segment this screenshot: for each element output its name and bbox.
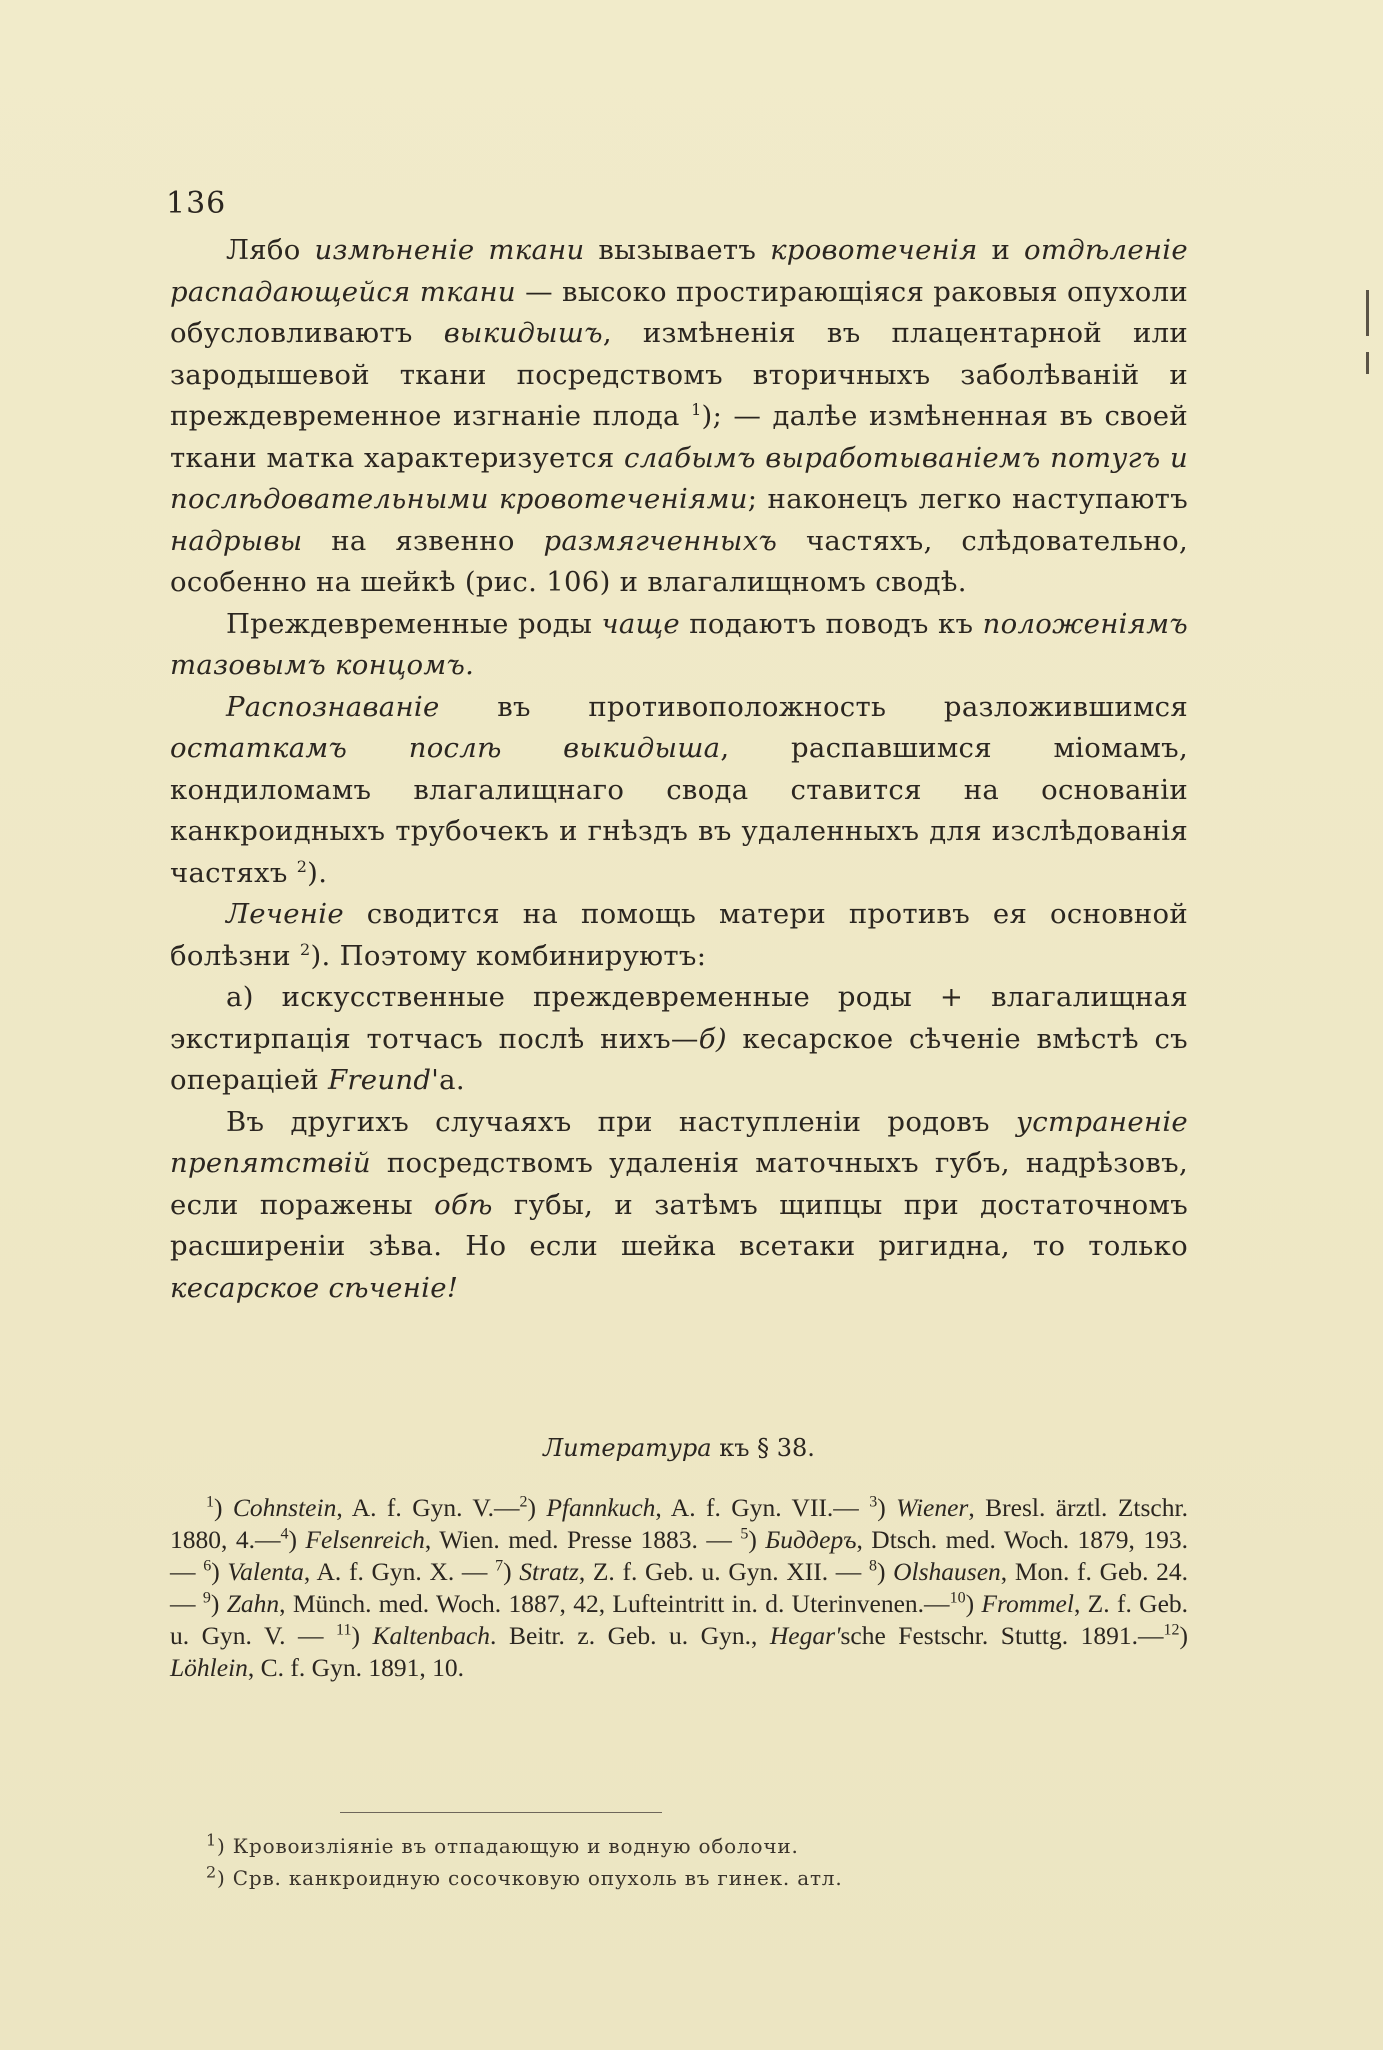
footnote-ref: 1 (691, 399, 702, 419)
italic-run: Pfannkuch (546, 1493, 656, 1522)
text-run: въ противоположность разложившимся (439, 690, 1188, 723)
italic-run: Zahn (226, 1589, 280, 1618)
text-run: , измѣненія въ плацентарной или зародышевой ткани посредствомъ вторичныхъ заболѣваній и преждевременное изгнаніе плода (170, 317, 1188, 432)
italic-run: выкидышъ (443, 317, 603, 349)
italic-run: Felsenreich (305, 1525, 425, 1554)
italic-run: Cohnstein (232, 1493, 337, 1522)
italic-run: б) (698, 1022, 727, 1055)
text-run: ) (748, 1525, 766, 1554)
italic-run: слабымъ выработываніемъ потугъ и послѣдовательными кровотеченіями (170, 441, 1189, 515)
text-run: ). Поэтому комбинируютъ: (310, 939, 707, 972)
text-run: , C. f. Gyn. 1891, 10. (247, 1653, 464, 1682)
italic-run: устраненіе препятствій (170, 1105, 1188, 1179)
footnote-2-mark: 2 (206, 1862, 217, 1882)
text-run: подаютъ поводъ къ (680, 607, 983, 640)
text-run: , Z. f. Geb. u. Gyn. V. — (170, 1589, 1189, 1650)
footnote-ref: 2 (299, 939, 311, 959)
italic-run: Olshausen (893, 1557, 1001, 1586)
text-run: ) (351, 1621, 373, 1650)
footnote-ref: 10 (949, 1589, 966, 1607)
footnote-ref: 4 (280, 1525, 289, 1543)
italic-run: положеніямъ тазовымъ концомъ. (170, 607, 1188, 681)
footnote-2-text: ) Срв. канкроидную сосочковую опухоль въ гинек. атл. (216, 1866, 843, 1890)
footnote-1-mark: 1 (206, 1830, 217, 1850)
text-run: sche Festschr. Stuttg. 1891.— (840, 1621, 1164, 1650)
text-run: , Mon. f. Geb. 24. — (170, 1557, 1188, 1618)
italic-run: кесарское сѣченіе! (170, 1271, 459, 1304)
footnote-ref: 1 (206, 1493, 214, 1511)
text-run: сводится на помощь матери противъ ея основной болѣзни (170, 898, 1188, 972)
italic-run: кровотеченія (770, 234, 978, 266)
text-run: , A. f. Gyn. V.— (336, 1493, 520, 1522)
italic-run: Биддеръ (765, 1525, 857, 1554)
text-run: ) (503, 1557, 520, 1586)
footnote-1-text: ) Кровоизліяніе въ отпадающую и водную оболочи. (216, 1834, 799, 1858)
footnote-ref: 2 (519, 1493, 528, 1511)
footnote-divider (340, 1812, 662, 1813)
text-run: вызываетъ (584, 234, 771, 266)
literature-heading-italic: Литература (543, 1434, 712, 1462)
literature-heading-rest: къ § 38. (711, 1434, 815, 1462)
text-run: ) (877, 1493, 897, 1522)
main-text (170, 230, 1188, 1309)
text-run: , Münch. med. Woch. 1887, 42, Lufteintritt in. d. Uterinvenen.— (279, 1589, 950, 1618)
text-run: , Wien. med. Presse 1883. — (424, 1525, 741, 1554)
text-run: и (977, 234, 1024, 266)
italic-run: надрывы (170, 524, 303, 557)
text-run: ); — далѣе измѣненная въ своей ткани матка характеризуется (170, 400, 1189, 474)
text-run: ) (527, 1493, 547, 1522)
footnote-ref: 6 (203, 1557, 212, 1575)
footnote-2 (170, 1862, 1188, 1894)
text-run: Лябо (226, 234, 315, 266)
text-run: , Z. f. Geb. u. Gyn. XII. — (578, 1557, 869, 1586)
italic-run: Valenta (227, 1557, 304, 1586)
italic-run: Леченіе (226, 898, 344, 930)
text-run: , A. f. Gyn. X. — (303, 1557, 496, 1586)
footnote-ref: 11 (336, 1621, 352, 1639)
paragraph-1 (170, 230, 1188, 604)
footnote-1 (170, 1830, 1188, 1862)
italic-run: Löhlein (170, 1653, 248, 1682)
footnote-ref: 3 (869, 1493, 878, 1511)
text-run: ) (210, 1589, 227, 1618)
text-run: . Beitr. z. Geb. u. Gyn., (490, 1621, 770, 1650)
italic-run: остаткамъ послѣ выкидыша (170, 732, 721, 764)
italic-run: чаще (601, 607, 680, 640)
paragraph-2 (170, 604, 1188, 687)
paragraph-3 (170, 687, 1188, 895)
text-run: , Bresl. ärztl. Ztschr. 1880, 4.— (170, 1493, 1188, 1554)
paragraph-4 (170, 894, 1188, 977)
literature-heading (170, 1434, 1188, 1462)
italic-run: Freund' (327, 1064, 440, 1096)
italic-run: отдѣленіе распадающейся ткани (170, 234, 1188, 308)
text-run: Въ другихъ случаяхъ при наступленіи родовъ (226, 1105, 1016, 1138)
italic-run: Stratz (519, 1557, 579, 1586)
text-run: ) (211, 1557, 228, 1586)
text-run: ) (965, 1589, 982, 1618)
page-edge-mark (1366, 290, 1369, 336)
text-run: частяхъ, слѣдовательно, особенно на шейкѣ (рис. 106) и влагалищномъ сводѣ. (170, 524, 1188, 598)
paragraph-5 (170, 977, 1188, 1102)
italic-run: Hegar' (769, 1621, 841, 1650)
italic-run: Kaltenbach (372, 1621, 491, 1650)
text-run: , распавшимся міомамъ, кондиломамъ влагалищнаго свода ставится на основаніи канкроидныхъ трубочекъ и гнѣздъ въ удаленныхъ для изслѣдованія частяхъ (170, 732, 1189, 889)
text-run: губы, и затѣмъ щипцы при достаточномъ расширеніи зѣва. Но если шейка всетаки ригидна, то только (170, 1188, 1188, 1262)
footnote-ref: 2 (296, 856, 308, 876)
footnote-ref: 12 (1163, 1621, 1180, 1639)
text-run: на язвенно (302, 524, 544, 557)
italic-run: размягченныхъ (543, 524, 778, 557)
text-run: , Dtsch. med. Woch. 1879, 193. — (170, 1525, 1189, 1586)
text-run: , A. f. Gyn. VII.— (655, 1493, 870, 1522)
text-run: посредствомъ удаленія маточныхъ губъ, надрѣзовъ, если поражены (170, 1147, 1188, 1221)
footnote-ref: 7 (495, 1557, 504, 1575)
page-number: 136 (166, 186, 227, 221)
italic-run: измѣненіе ткани (314, 234, 585, 266)
text-run: ) (1179, 1621, 1188, 1650)
footnotes (170, 1830, 1188, 1894)
text-run: ; наконецъ легко наступаютъ (747, 483, 1188, 515)
italic-run: Wiener (896, 1493, 969, 1522)
text-run: a) искусственные преждевременные роды + влагалищная экстирпація тотчасъ послѣ нихъ— (170, 981, 1188, 1055)
footnote-ref: 8 (868, 1557, 877, 1575)
text-run: ) (876, 1557, 894, 1586)
text-run: Преждевременные роды (226, 607, 602, 640)
text-run: ) (214, 1493, 233, 1522)
text-run: а. (439, 1064, 465, 1096)
footnote-ref: 9 (202, 1589, 211, 1607)
italic-run: Frommel (981, 1589, 1074, 1618)
references-paragraph (170, 1492, 1188, 1684)
paragraph-6 (170, 1102, 1188, 1310)
text-run: ) (288, 1525, 306, 1554)
page-edge-mark (1366, 352, 1369, 374)
italic-run: Распознаваніе (226, 690, 440, 723)
literature-references (170, 1492, 1188, 1684)
text-run: кесарское сѣченіе вмѣстѣ съ операціей (170, 1022, 1188, 1096)
footnote-ref: 5 (740, 1525, 749, 1543)
italic-run: обѣ (434, 1188, 493, 1221)
text-run: ). (307, 856, 328, 889)
text-run: — высоко простирающіяся раковыя опухоли обусловливаютъ (170, 275, 1188, 349)
